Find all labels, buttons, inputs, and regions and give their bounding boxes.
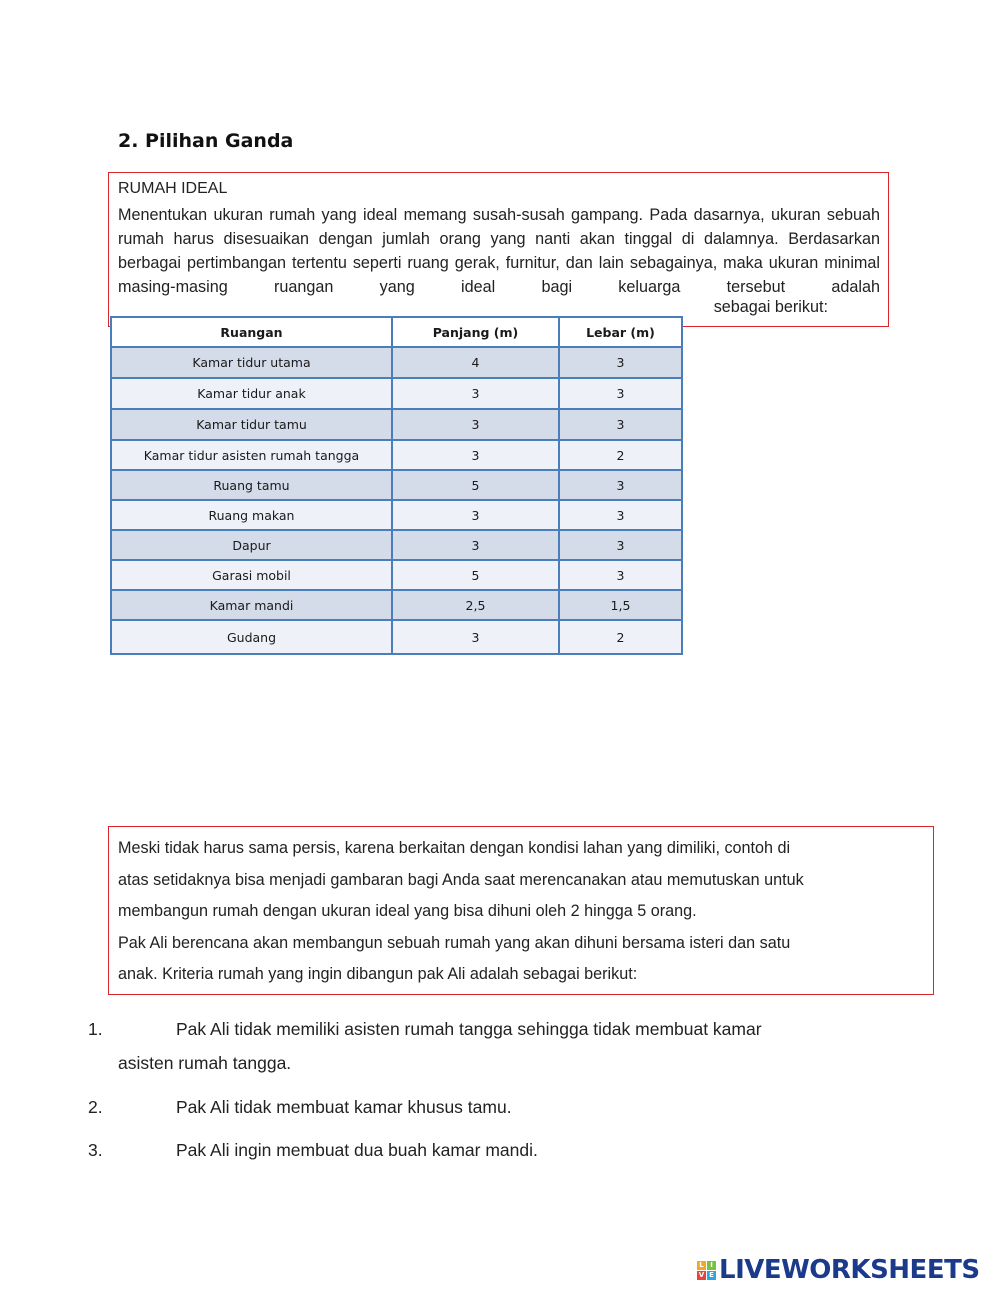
room-name: Kamar mandi [111, 590, 392, 620]
table-row [111, 560, 682, 590]
logo-text: LIVEWORKSHEETS [719, 1255, 980, 1285]
room-width: 3 [559, 347, 682, 378]
room-name: Ruang tamu [111, 470, 392, 500]
room-width: 3 [559, 530, 682, 560]
context-line: anak. Kriteria rumah yang ingin dibangun pak Ali adalah sebagai berikut: [118, 965, 638, 983]
criteria-text: Pak Ali tidak membuat kamar khusus tamu. [176, 1097, 512, 1117]
table-header-row [111, 317, 682, 347]
table-row [111, 378, 682, 409]
criteria-number: 1. [88, 1019, 103, 1039]
liveworksheets-logo [697, 1255, 980, 1285]
room-length: 3 [392, 500, 559, 530]
room-table [110, 316, 683, 655]
context-box [108, 826, 934, 995]
room-table-wrap [110, 316, 681, 655]
room-name: Kamar tidur asisten rumah tangga [111, 440, 392, 470]
room-width: 2 [559, 440, 682, 470]
context-line: membangun rumah dengan ukuran ideal yang bisa dihuni oleh 2 hingga 5 orang. [118, 902, 697, 920]
room-name: Garasi mobil [111, 560, 392, 590]
room-width: 3 [559, 560, 682, 590]
room-length: 2,5 [392, 590, 559, 620]
logo-cube: V [698, 1270, 705, 1279]
criteria-text: Pak Ali tidak memiliki asisten rumah tangga sehingga tidak membuat kamar [176, 1019, 762, 1039]
room-width: 3 [559, 470, 682, 500]
header-panjang: Panjang (m) [392, 317, 559, 347]
table-row [111, 409, 682, 440]
section-heading: 2. Pilihan Ganda [118, 130, 294, 152]
criteria-continuation: asisten rumah tangga. [118, 1053, 292, 1073]
room-length: 4 [392, 347, 559, 378]
room-width: 1,5 [559, 590, 682, 620]
table-row [111, 347, 682, 378]
room-width: 2 [559, 620, 682, 654]
context-line: Meski tidak harus sama persis, karena berkaitan dengan kondisi lahan yang dimiliki, contoh di [118, 839, 791, 857]
room-length: 3 [392, 440, 559, 470]
intro-tail: sebagai berikut: [713, 298, 828, 316]
room-length: 3 [392, 530, 559, 560]
context-paragraph [118, 833, 888, 991]
table-row [111, 440, 682, 470]
room-width: 3 [559, 500, 682, 530]
context-line: Pak Ali berencana akan membangun sebuah rumah yang akan dihuni bersama isteri dan satu [118, 933, 791, 952]
room-name: Kamar tidur tamu [111, 409, 392, 440]
intro-box [108, 172, 889, 327]
table-row [111, 470, 682, 500]
room-length: 3 [392, 620, 559, 654]
intro-title: RUMAH IDEAL [118, 180, 228, 197]
logo-cube: E [707, 1271, 716, 1280]
criteria-text: Pak Ali ingin membuat dua buah kamar mandi. [176, 1140, 538, 1160]
room-name: Kamar tidur utama [111, 347, 392, 378]
logo-cubes-icon [697, 1261, 716, 1280]
table-row [111, 590, 682, 620]
room-name: Gudang [111, 620, 392, 654]
intro-paragraph: Menentukan ukuran rumah yang ideal memang susah-susah gampang. Pada dasarnya, ukuran sebuah rumah harus disesuaikan dengan jumlah orang yang nanti akan tinggal di dalamnya. Berdasarkan berbagai pertimbangan tertentu seperti ruang gerak, furnitur, dan lain sebagainya, maka ukuran minimal masing-masing ruangan yang ideal bagi keluarga tersebut adalah [118, 206, 880, 296]
room-name: Ruang makan [111, 500, 392, 530]
room-length: 3 [392, 378, 559, 409]
room-length: 5 [392, 560, 559, 590]
header-ruangan: Ruangan [111, 317, 392, 347]
room-width: 3 [559, 378, 682, 409]
room-length: 3 [392, 409, 559, 440]
table-row [111, 530, 682, 560]
criteria-number: 2. [88, 1097, 103, 1117]
criteria-number: 3. [88, 1140, 103, 1160]
header-lebar: Lebar (m) [559, 317, 682, 347]
room-name: Kamar tidur anak [111, 378, 392, 409]
room-name: Dapur [111, 530, 392, 560]
room-width: 3 [559, 409, 682, 440]
logo-cube: I [707, 1261, 716, 1270]
room-length: 5 [392, 470, 559, 500]
table-row [111, 500, 682, 530]
context-line: atas setidaknya bisa menjadi gambaran bagi Anda saat merencanakan atau memutuskan untuk [118, 870, 804, 889]
logo-cube: L [697, 1261, 706, 1270]
table-row [111, 620, 682, 654]
